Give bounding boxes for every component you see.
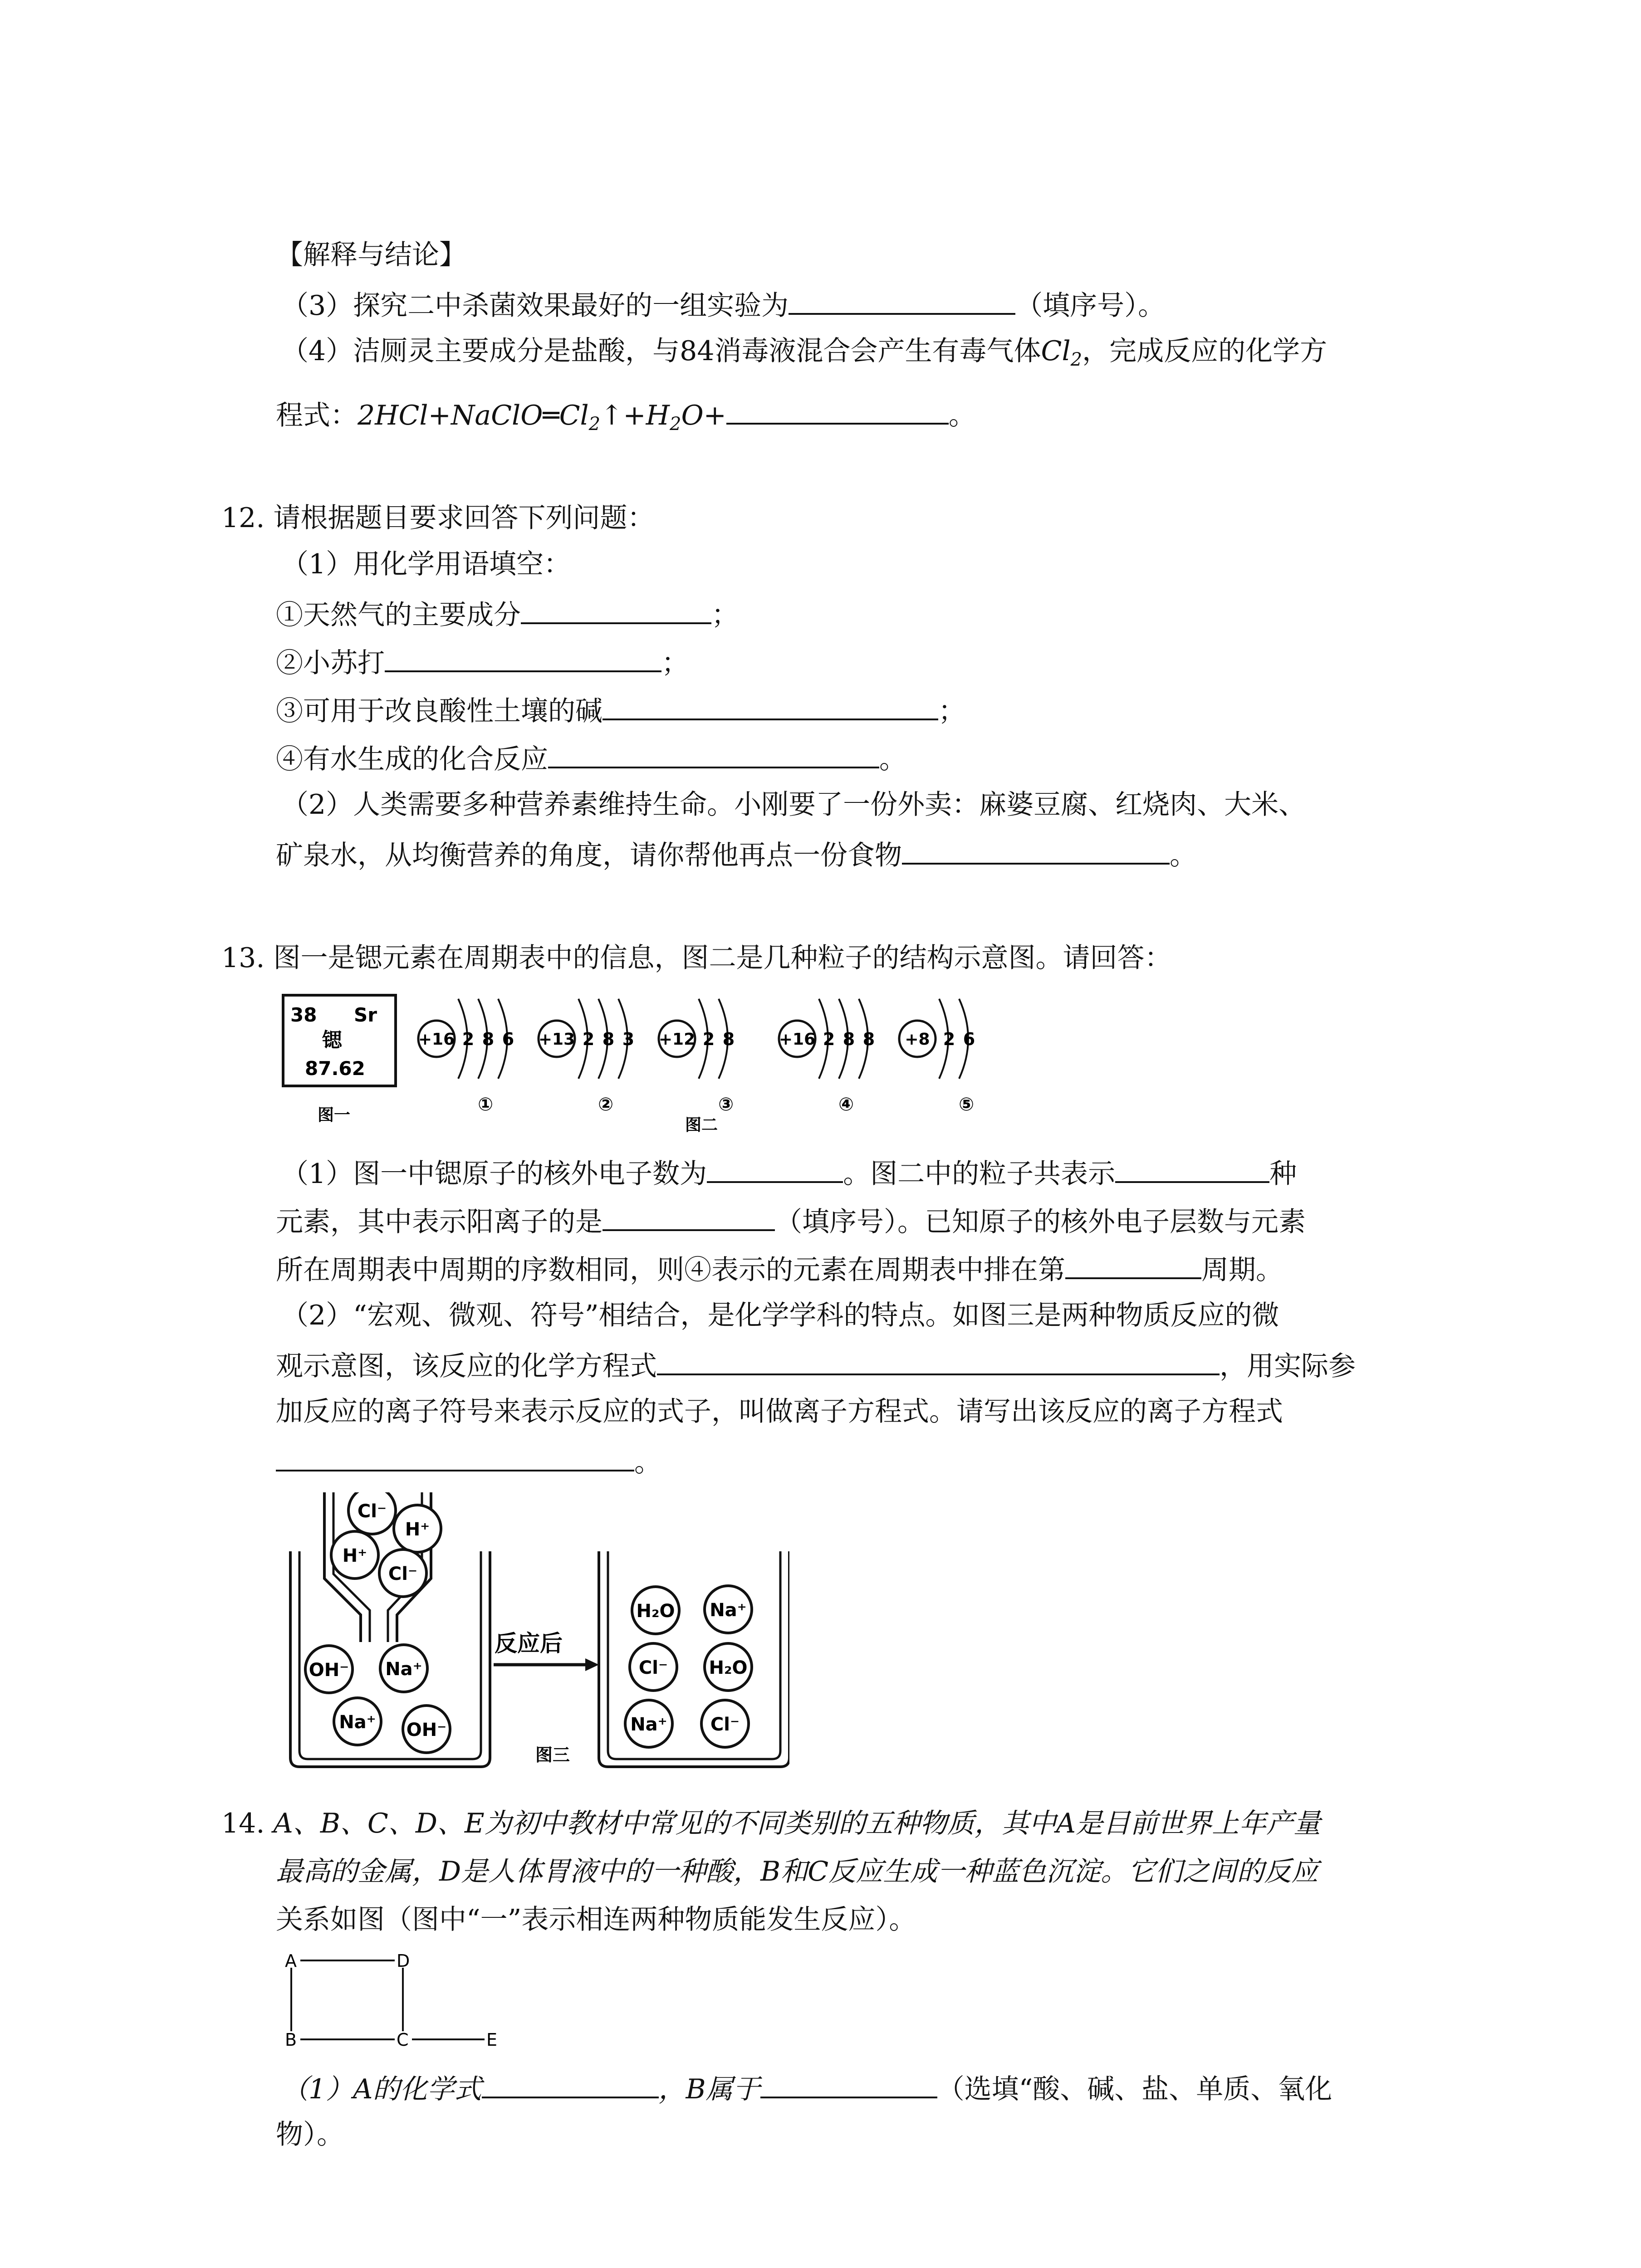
particle-5	[899, 999, 975, 1115]
q12-item-3-blank[interactable]	[603, 695, 938, 720]
a-formula-blank[interactable]	[482, 2073, 659, 2098]
node-e: E	[486, 2030, 498, 2050]
element-kinds-blank[interactable]	[1115, 1158, 1269, 1183]
q12-part2-line1: （2）人类需要多种营养素维持生命。小刚要了一份外卖：麻婆豆腐、红烧肉、大米、	[281, 789, 1306, 821]
electron-count: 8	[602, 1029, 615, 1049]
q13-number: 13.	[221, 942, 265, 974]
particle-label: ⑤	[959, 1094, 974, 1115]
node-a: A	[285, 1951, 297, 1971]
period-blank[interactable]	[1065, 1254, 1201, 1279]
q12-item-4-blank[interactable]	[548, 743, 879, 768]
particle-label: ④	[838, 1094, 854, 1115]
q11-part4-text: （4）洁厕灵主要成分是盐酸，与84消毒液混合会产生有毒气体	[281, 335, 1041, 367]
q12-item-1: ①天然气的主要成分 ；	[276, 599, 739, 631]
right-beaker-particle-label: Na⁺	[630, 1714, 667, 1735]
q13-stem-text: 图一是锶元素在周期表中的信息，图二是几种粒子的结构示意图。请回答：	[273, 942, 1172, 974]
q13-part2-line2: 观示意图，该反应的化学方程式 ，用实际参	[276, 1350, 1356, 1382]
q12-number: 12.	[221, 502, 265, 534]
figure-3-caption: 图三	[535, 1745, 570, 1765]
q14-part1-line1: （1）A的化学式 ，B属于 （选填“酸、碱、盐、单质、氧化	[281, 2073, 1332, 2105]
equation-prefix: 程式：	[276, 400, 358, 431]
particle-1	[418, 999, 514, 1115]
q12-stem-text: 请根据题目要求回答下列问题：	[273, 502, 655, 534]
q14-number: 14.	[221, 1808, 265, 1839]
q12-item-3: ③可用于改良酸性土壤的碱 ；	[276, 695, 965, 727]
element-name: 锶	[322, 1029, 342, 1052]
cation-blank[interactable]	[603, 1206, 775, 1231]
q14-line2: 最高的金属，D是人体胃液中的一种酸，B和C反应生成一种蓝色沉淀。它们之间的反应	[276, 1856, 1319, 1887]
q11-part4-line1	[281, 335, 1327, 370]
right-beaker-particle-label: Na⁺	[710, 1600, 747, 1621]
funnel-ion-label: Cl⁻	[357, 1501, 387, 1522]
funnel-ion-label: H⁺	[405, 1519, 430, 1540]
right-beaker-particle-label: Cl⁻	[710, 1714, 740, 1735]
atomic-mass: 87.62	[305, 1057, 365, 1080]
q13-part2-line1: （2）“宏观、微观、符号”相结合，是化学学科的特点。如图三是两种物质反应的微	[281, 1300, 1279, 1331]
q11-part4-tail: ，完成反应的化学方	[1082, 335, 1327, 367]
particle-4	[779, 999, 875, 1115]
node-b: B	[285, 2030, 297, 2050]
electron-count: 2	[702, 1029, 715, 1049]
arrow-label: 反应后	[495, 1630, 563, 1657]
nucleus-charge: +12	[658, 1030, 696, 1049]
q12-part1: （1）用化学用语填空：	[281, 548, 571, 580]
node-d: D	[397, 1951, 410, 1971]
equation-end: 。	[948, 400, 976, 431]
electron-count: 2	[943, 1029, 955, 1049]
node-c: C	[397, 2030, 409, 2050]
figure-2-caption: 图二	[685, 1116, 718, 1134]
figure-1-caption: 图一	[318, 1106, 351, 1124]
electron-count: 3	[622, 1029, 635, 1049]
electron-count: 8	[722, 1029, 735, 1049]
chemical-equation: $2HCl+NaClO═Cl_2↑+H_2O+$	[358, 400, 726, 435]
electron-count: 8	[862, 1029, 875, 1049]
q13-stem	[221, 944, 1172, 972]
reaction-equation-blank[interactable]	[657, 1350, 1220, 1375]
q14-part1-line2: 物）。	[276, 2119, 344, 2151]
electron-count: 2	[462, 1029, 475, 1049]
q11-part3	[281, 289, 1166, 322]
left-beaker-ion-label: Na⁺	[385, 1659, 422, 1680]
electron-count: 6	[963, 1029, 975, 1049]
nucleus-charge: +8	[905, 1030, 930, 1049]
particle-3	[659, 999, 735, 1115]
electron-count-blank[interactable]	[707, 1158, 843, 1183]
left-beaker-ion-label: OH⁻	[309, 1660, 349, 1681]
nucleus-charge: +16	[418, 1030, 455, 1049]
particle-label: ③	[718, 1094, 734, 1115]
q13-part2-line4: 。	[276, 1446, 661, 1476]
right-beaker-particle-label: H₂O	[709, 1657, 748, 1678]
q14-line1	[221, 1810, 1321, 1837]
electron-count: 2	[582, 1029, 595, 1049]
nucleus-charge: +16	[779, 1030, 816, 1049]
q14-line1-text: A、B、C、D、E为初中教材中常见的不同类别的五种物质，其中A是目前世界上年产量	[273, 1808, 1321, 1839]
q14-relation-diagram	[281, 1950, 526, 2055]
q12-stem	[221, 504, 655, 532]
q12-item-2-blank[interactable]	[385, 647, 661, 672]
right-beaker-particle-label: Cl⁻	[638, 1657, 668, 1678]
q13-part1-line2: 元素，其中表示阳离子的是 （填序号）。已知原子的核外电子层数与元素	[276, 1206, 1306, 1238]
section-header: 【解释与结论】	[276, 239, 466, 271]
particle-label: ②	[598, 1094, 613, 1115]
figure-2-particle-diagrams	[408, 989, 1007, 1139]
q14-line3: 关系如图（图中“一”表示相连两种物质能发生反应）。	[276, 1904, 916, 1936]
q12-food-blank[interactable]	[902, 839, 1170, 865]
q13-part2-line3: 加反应的离子符号来表示反应的式子，叫做离子方程式。请写出该反应的离子方程式	[276, 1396, 1283, 1427]
funnel-ion-label: H⁺	[342, 1545, 367, 1566]
gas-formula: $Cl_2$	[1041, 335, 1083, 370]
q12-item-4: ④有水生成的化合反应 。	[276, 743, 906, 775]
electron-count: 8	[482, 1029, 495, 1049]
q12-part2-line2: 矿泉水，从均衡营养的角度，请你帮他再点一份食物 。	[276, 840, 1197, 871]
left-beaker-ion-label: Na⁺	[339, 1712, 376, 1733]
q13-part1-line1: （1）图一中锶原子的核外电子数为 。图二中的粒子共表示 种	[281, 1158, 1297, 1190]
nucleus-charge: +13	[538, 1030, 575, 1049]
q13-part1-line3: 所在周期表中周期的序数相同，则④表示的元素在周期表中排在第 周期。	[276, 1254, 1283, 1286]
left-beaker-ion-label: OH⁻	[406, 1720, 447, 1740]
atomic-number: 38	[290, 1004, 317, 1026]
q11-part3-blank[interactable]	[789, 289, 1015, 315]
figure-1-element-cell	[281, 993, 408, 1134]
element-symbol: Sr	[354, 1004, 377, 1026]
q11-part3-text: （3）探究二中杀菌效果最好的一组实验为	[281, 290, 789, 322]
electron-count: 6	[502, 1029, 514, 1049]
b-category-blank[interactable]	[760, 2073, 937, 2098]
funnel-ion-label: Cl⁻	[388, 1564, 418, 1584]
q11-equation-blank[interactable]	[726, 399, 949, 425]
figure-3-reaction-diagram	[281, 1492, 789, 1774]
ionic-equation-blank[interactable]	[276, 1446, 634, 1471]
particle-2	[539, 999, 634, 1115]
right-beaker-particle-label: H₂O	[636, 1601, 675, 1622]
particle-label: ①	[478, 1094, 493, 1115]
q12-item-2: ②小苏打 ；	[276, 647, 689, 679]
electron-count: 2	[823, 1029, 835, 1049]
q11-part4-line2	[276, 399, 976, 435]
electron-count: 8	[843, 1029, 855, 1049]
q12-item-1-blank[interactable]	[521, 599, 711, 624]
reaction-arrow-head	[585, 1658, 599, 1671]
q11-part3-tail: （填序号）。	[1015, 290, 1166, 322]
